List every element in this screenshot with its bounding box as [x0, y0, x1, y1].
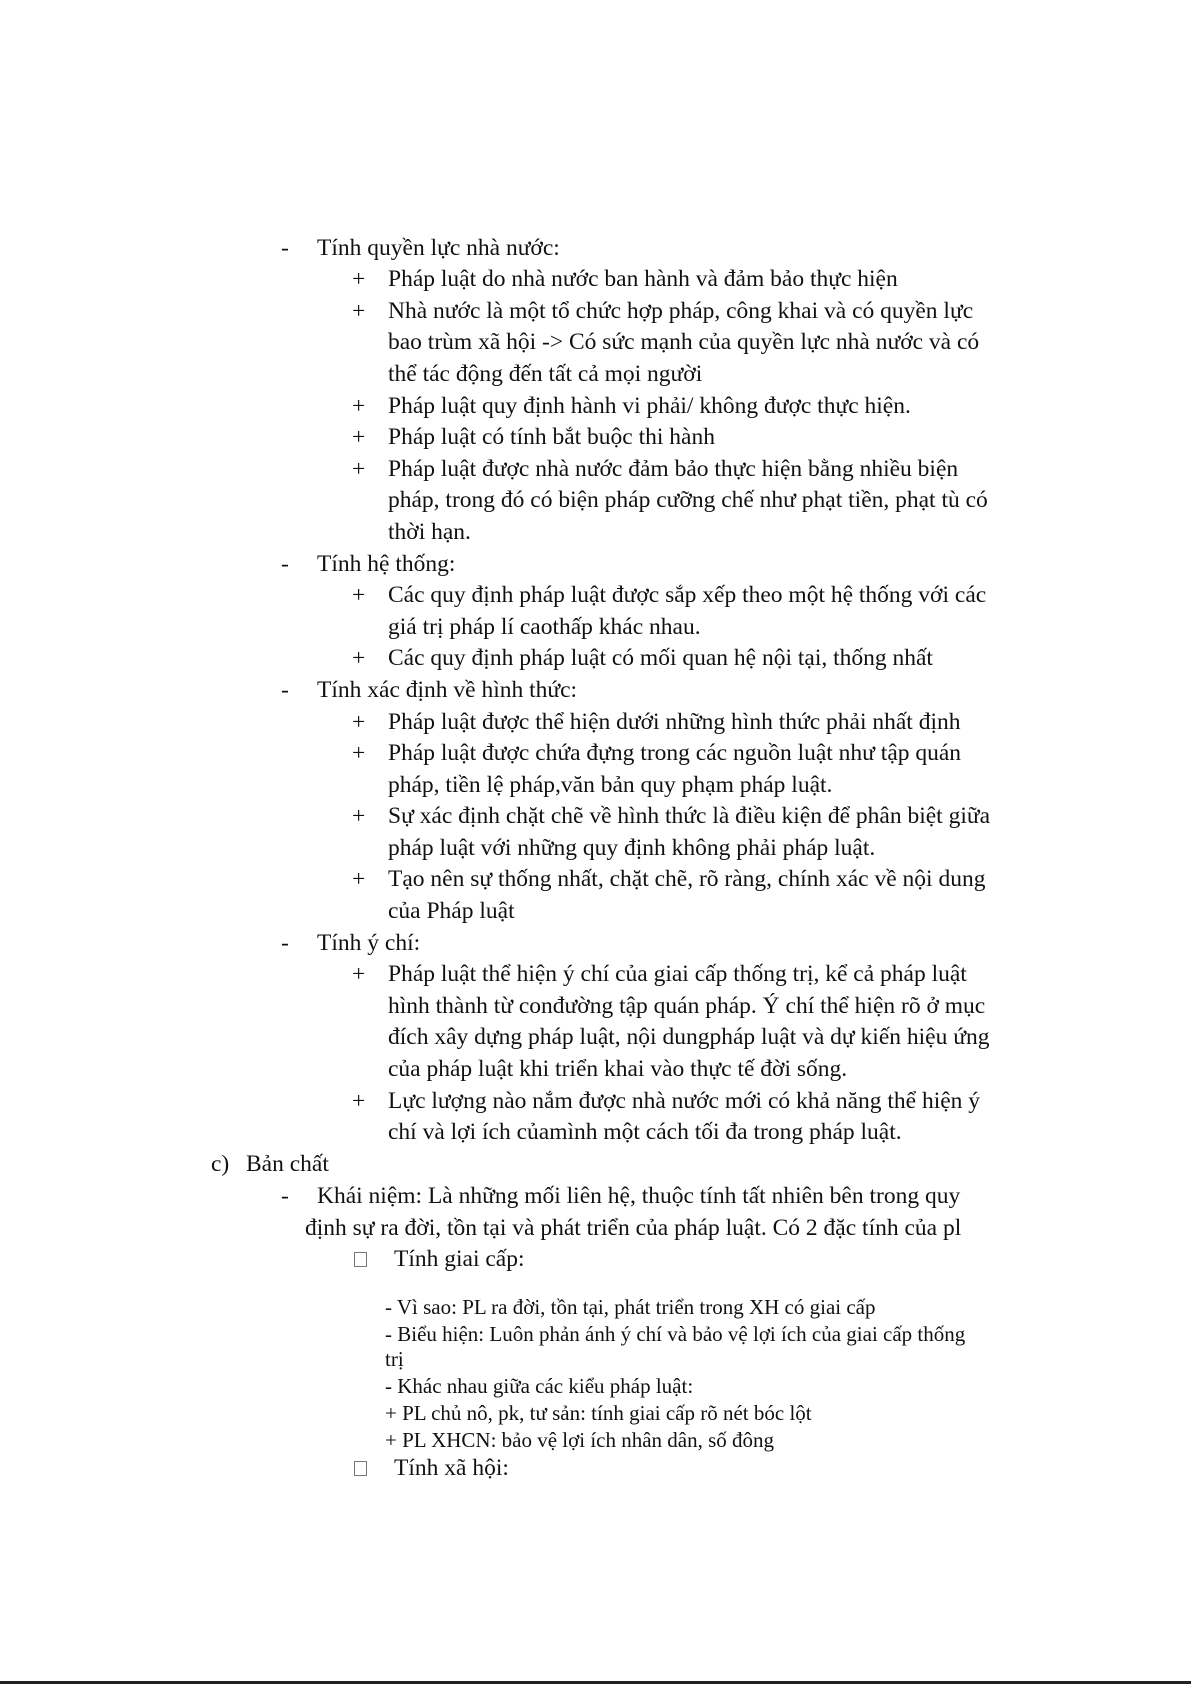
text-line: đích xây dựng pháp luật, nội dungpháp luật và dự kiến hiệu ứng	[388, 1024, 990, 1050]
dash-marker: -	[281, 677, 289, 703]
plus-marker: +	[352, 582, 366, 608]
plus-marker: +	[352, 298, 366, 324]
text-line: pháp, trong đó có biện pháp cưỡng chế như phạt tiền, phạt tù có	[388, 487, 988, 513]
text-line: pháp, tiền lệ pháp,văn bản quy phạm pháp luật.	[388, 772, 833, 798]
checkbox-bullet-icon	[354, 1252, 367, 1267]
text-line: định sự ra đời, tồn tại và phát triển của pháp luật. Có 2 đặc tính của pl	[305, 1215, 962, 1241]
dash-marker: -	[281, 930, 289, 956]
section-heading-state-power: Tính quyền lực nhà nước:	[317, 235, 560, 261]
text-line: + PL XHCN: bảo vệ lợi ích nhân dân, số đông	[385, 1428, 775, 1452]
text-line: thể tác động đến tất cả mọi người	[388, 361, 703, 387]
text-line: - Khác nhau giữa các kiểu pháp luật:	[385, 1374, 694, 1398]
plus-marker: +	[352, 709, 366, 735]
text-line: trị	[385, 1347, 404, 1371]
text-line: Các quy định pháp luật được sắp xếp theo một hệ thống với các	[388, 582, 987, 608]
text-line: của pháp luật khi triển khai vào thực tế đời sống.	[388, 1056, 848, 1082]
text-line: của Pháp luật	[388, 898, 515, 924]
text-line: hình thành từ conđường tập quán pháp. Ý chí thể hiện rõ ở mục	[388, 993, 986, 1019]
text-line: - Vì sao: PL ra đời, tồn tại, phát triển trong XH có giai cấp	[385, 1295, 876, 1319]
section-title-essence: Bản chất	[246, 1151, 329, 1177]
text-line: chí và lợi ích củamình một cách tối đa trong pháp luật.	[388, 1119, 902, 1145]
section-label-c: c)	[211, 1151, 230, 1177]
plus-marker: +	[352, 961, 366, 987]
checkbox-bullet-icon	[354, 1461, 367, 1476]
section-heading-system: Tính hệ thống:	[317, 551, 456, 577]
text-line: pháp luật với những quy định không phải pháp luật.	[388, 835, 876, 861]
text-line: Lực lượng nào nắm được nhà nước mới có khả năng thể hiện ý	[388, 1088, 981, 1114]
plus-marker: +	[352, 866, 366, 892]
plus-marker: +	[352, 740, 366, 766]
section-heading-form: Tính xác định về hình thức:	[317, 677, 578, 703]
text-line: thời hạn.	[388, 519, 471, 545]
plus-marker: +	[352, 424, 366, 450]
plus-marker: +	[352, 645, 366, 671]
text-line: Pháp luật có tính bắt buộc thi hành	[388, 424, 715, 450]
page-bottom-edge	[0, 1681, 1191, 1684]
plus-marker: +	[352, 266, 366, 292]
text-line: - Biểu hiện: Luôn phản ánh ý chí và bảo vệ lợi ích của giai cấp thống	[385, 1322, 966, 1346]
plus-marker: +	[352, 803, 366, 829]
dash-marker: -	[281, 1183, 289, 1209]
plus-marker: +	[352, 456, 366, 482]
text-line: Pháp luật quy định hành vi phải/ không được thực hiện.	[388, 393, 911, 419]
text-line: Các quy định pháp luật có mối quan hệ nội tại, thống nhất	[388, 645, 933, 671]
dash-marker: -	[281, 551, 289, 577]
text-line: Pháp luật được chứa đựng trong các nguồn luật như tập quán	[388, 740, 962, 766]
text-line: Nhà nước là một tổ chức hợp pháp, công khai và có quyền lực	[388, 298, 974, 324]
text-line: Sự xác định chặt chẽ về hình thức là điều kiện để phân biệt giữa	[388, 803, 991, 829]
subheading-class-nature: Tính giai cấp:	[394, 1246, 525, 1272]
text-line: Pháp luật do nhà nước ban hành và đảm bảo thực hiện	[388, 266, 898, 292]
text-line: Khái niệm: Là những mối liên hệ, thuộc tính tất nhiên bên trong quy	[317, 1183, 961, 1209]
section-heading-will: Tính ý chí:	[317, 930, 421, 956]
text-line: Pháp luật được nhà nước đảm bảo thực hiện bằng nhiều biện	[388, 456, 959, 482]
subheading-social-nature: Tính xã hội:	[394, 1455, 509, 1481]
text-line: giá trị pháp lí caothấp khác nhau.	[388, 614, 701, 640]
text-line: Tạo nên sự thống nhất, chặt chẽ, rõ ràng, chính xác về nội dung	[388, 866, 986, 892]
text-line: bao trùm xã hội -> Có sức mạnh của quyền lực nhà nước và có	[388, 329, 980, 355]
plus-marker: +	[352, 1088, 366, 1114]
text-line: Pháp luật được thể hiện dưới những hình thức phải nhất định	[388, 709, 961, 735]
dash-marker: -	[281, 235, 289, 261]
text-line: Pháp luật thể hiện ý chí của giai cấp thống trị, kể cả pháp luật	[388, 961, 967, 987]
plus-marker: +	[352, 393, 366, 419]
text-line: + PL chủ nô, pk, tư sản: tính giai cấp rõ nét bóc lột	[385, 1401, 812, 1425]
